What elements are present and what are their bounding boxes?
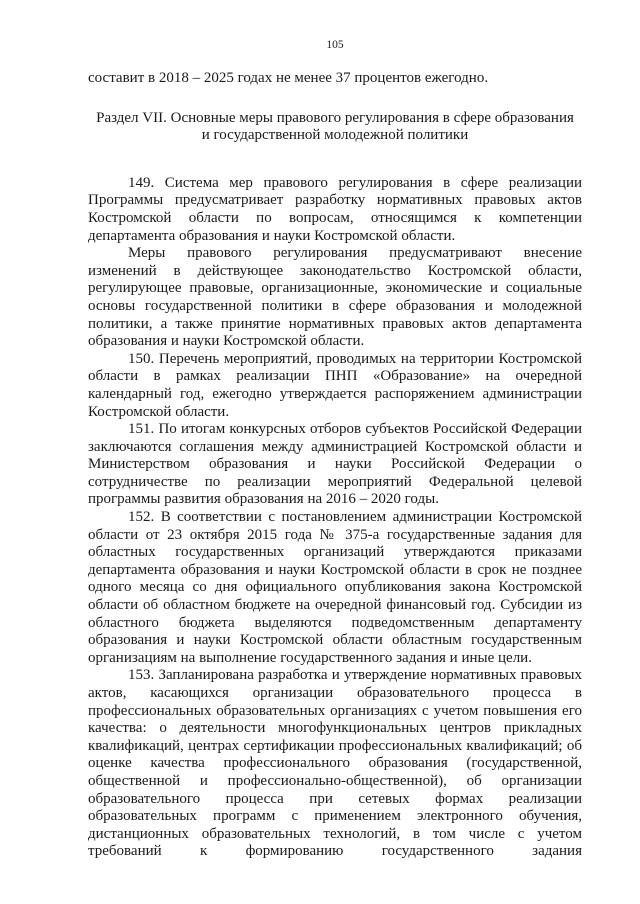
paragraph-measures: Меры правового регулирования предусматривают внесение изменений в действующее законодательство Костромской области, регулирующее правовые, организационные, экономические и социальные основы государственной политики в сфере образования и молодежной политики, а также принятие нормативных правовых актов департамента образования и науки Костромской области. xyxy=(88,245,582,350)
paragraph-153: 153. Запланирована разработка и утверждение нормативных правовых актов, касающихся организации образовательного процесса в профессиональных образовательных организациях с учетом повышения его качества: о деятельности многофункциональных центров прикладных квалификаций, центрах сертификации профессиональных квалификаций; об оценке качества профессионального образования (государственной, общественной и профессионально-общественной), об организации образовательного процесса при сетевых формах реализации образовательных программ с применением электронного обучения, дистанционных образовательных технологий, в том числе с учетом требований к формированию государственного задания xyxy=(88,667,582,860)
carry-over-line: составит в 2018 – 2025 годах не менее 37 процентов ежегодно. xyxy=(88,70,489,86)
paragraph-152: 152. В соответствии с постановлением администрации Костромской области от 23 октября 2015 года № 375-а государственные задания для областных государственных организаций утверждаются приказами департамента образования и науки Костромской области в срок не позднее одного месяца со дня официального опубликования закона Костромской области об областном бюджете на очередной финансовый год. Субсидии из областного бюджета выделяются подведомственным департаменту образования и науки Костромской области областным государственным организациям на выполнение государственного задания и иные цели. xyxy=(88,509,582,666)
section-heading-line-1: Раздел VII. Основные меры правового регулирования в сфере образования xyxy=(96,109,574,126)
section-heading-line-2: и государственной молодежной политики xyxy=(201,127,469,144)
section-heading xyxy=(88,110,582,145)
paragraph-151: 151. По итогам конкурсных отборов субъектов Российской Федерации заключаются соглашения между администрацией Костромской области и Министерством образования и науки Российской Федерации о сотрудничестве по реализации мероприятий Федеральной целевой программы развития образования на 2016 – 2020 годы. xyxy=(88,421,582,508)
document-page xyxy=(88,38,582,861)
page-number: 105 xyxy=(326,39,344,51)
paragraph-149: 149. Система мер правового регулирования в сфере реализации Программы предусматривает разработку нормативных правовых актов Костромской области по вопросам, относящимся к компетенции департамента образования и науки Костромской области. xyxy=(88,174,582,244)
paragraph-150: 150. Перечень мероприятий, проводимых на территории Костромской области в рамках реализации ПНП «Образование» на очередной календарный год, ежегодно утверждается распоряжением администрации Костромской области. xyxy=(88,350,582,420)
